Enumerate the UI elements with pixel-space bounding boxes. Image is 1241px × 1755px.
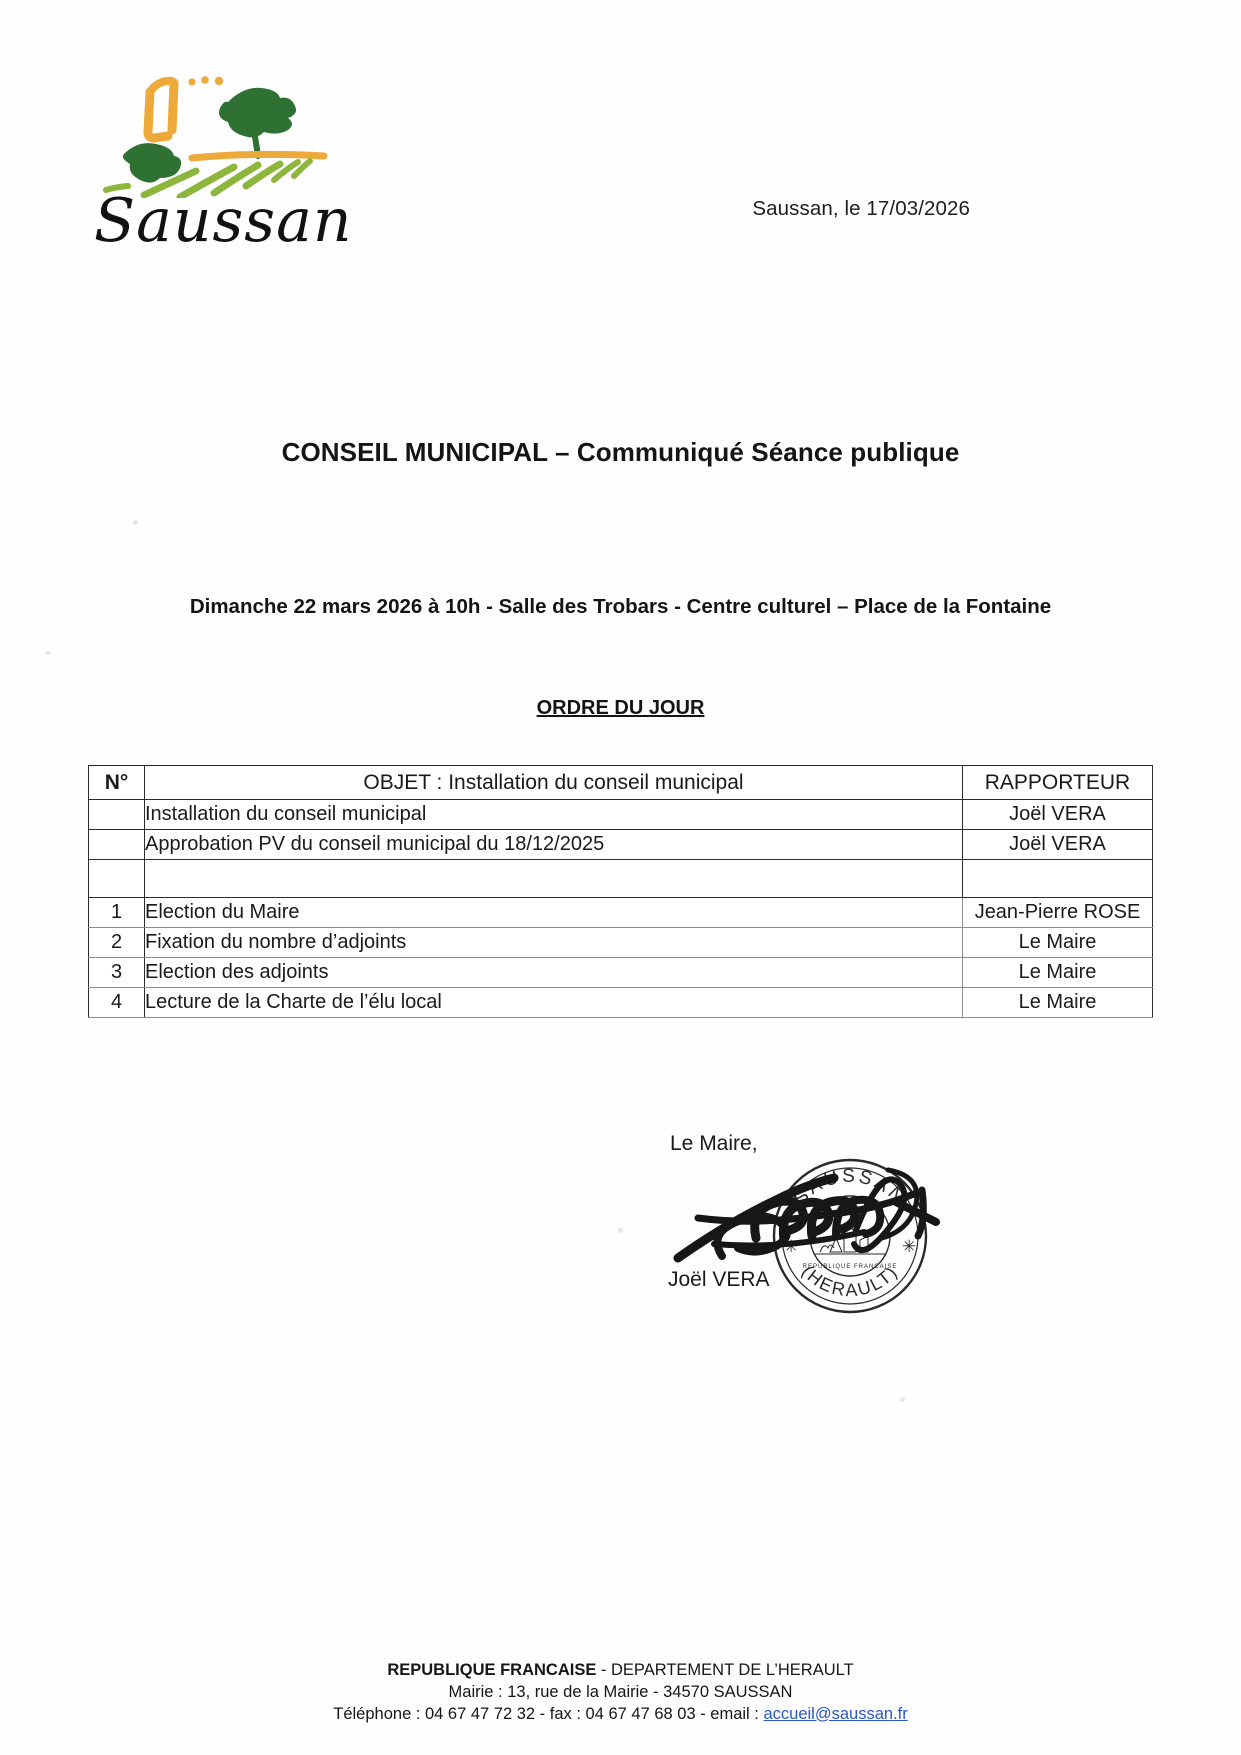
- header-rapporteur: RAPPORTEUR: [963, 766, 1153, 800]
- signature-name: Joël VERA: [668, 1268, 770, 1291]
- row-rapporteur: Joël VERA: [963, 800, 1153, 830]
- signature-block: [660, 1110, 1080, 1310]
- row-no: 4: [89, 988, 145, 1018]
- footer-email-link[interactable]: accueil@saussan.fr: [763, 1704, 908, 1723]
- table-row: [89, 898, 1153, 928]
- scan-speckle: [900, 1397, 905, 1402]
- svg-text:✳: ✳: [784, 1237, 799, 1256]
- header-objet: OBJET : Installation du conseil municipal: [145, 766, 963, 800]
- row-rapporteur: Le Maire: [963, 988, 1153, 1018]
- table-row-empty: [89, 860, 1153, 898]
- row-rapporteur: Jean-Pierre ROSE: [963, 898, 1153, 928]
- footer-republic-label: REPUBLIQUE FRANCAISE: [387, 1661, 597, 1679]
- agenda-heading: ORDRE DU JOUR: [536, 697, 705, 719]
- row-objet: [145, 860, 963, 898]
- table-row: [89, 988, 1153, 1018]
- meeting-details: Dimanche 22 mars 2026 à 10h - Salle des Trobars - Centre culturel – Place de la Fontaine: [189, 595, 1052, 618]
- footer-line-3: [0, 1704, 1241, 1726]
- row-rapporteur: Le Maire: [963, 928, 1153, 958]
- page-title: CONSEIL MUNICIPAL – Communiqué Séance publique: [281, 437, 960, 467]
- row-no: [89, 860, 145, 898]
- document-date: Saussan, le 17/03/2026: [752, 197, 970, 220]
- table-header-row: [89, 766, 1153, 800]
- header-no: N°: [89, 766, 145, 800]
- table-row: [89, 958, 1153, 988]
- row-objet: Fixation du nombre d’adjoints: [145, 928, 963, 958]
- document-footer: [0, 1660, 1241, 1725]
- logo-wordmark: Saussan: [94, 186, 353, 256]
- row-objet: Lecture de la Charte de l’élu local: [145, 988, 963, 1018]
- row-objet: Election du Maire: [145, 898, 963, 928]
- scan-speckle: [45, 651, 51, 655]
- table-row: [89, 928, 1153, 958]
- svg-text:SAUSSAN: SAUSSAN: [789, 1166, 911, 1210]
- row-rapporteur: [963, 860, 1153, 898]
- row-rapporteur: Le Maire: [963, 958, 1153, 988]
- footer-contact-prefix: Téléphone : 04 67 47 72 32 - fax : 04 67 47 68 03 - email :: [333, 1704, 764, 1723]
- saussan-logo-icon: [88, 58, 388, 198]
- row-no: [89, 830, 145, 860]
- table-row: [89, 800, 1153, 830]
- row-no: 3: [89, 958, 145, 988]
- row-objet: Approbation PV du conseil municipal du 18/12/2025: [145, 830, 963, 860]
- table-row: [89, 830, 1153, 860]
- svg-text:✳: ✳: [902, 1237, 917, 1256]
- scan-speckle: [618, 1228, 623, 1233]
- svg-text:REPUBLIQUE FRANCAISE: REPUBLIQUE FRANCAISE: [802, 1264, 898, 1270]
- footer-address: Mairie : 13, rue de la Mairie - 34570 SAUSSAN: [448, 1682, 793, 1701]
- footer-department-label: - DEPARTEMENT DE L’HERAULT: [596, 1661, 854, 1679]
- footer-line-1: [0, 1660, 1241, 1682]
- row-no: 2: [89, 928, 145, 958]
- signature-label: Le Maire,: [670, 1132, 758, 1155]
- row-no: [89, 800, 145, 830]
- row-objet: Election des adjoints: [145, 958, 963, 988]
- handwritten-signature: [660, 1110, 960, 1310]
- municipal-logo: [88, 58, 388, 273]
- svg-text:(HERAULT): (HERAULT): [797, 1261, 903, 1301]
- scan-speckle: [133, 520, 138, 525]
- row-no: 1: [89, 898, 145, 928]
- row-objet: Installation du conseil municipal: [145, 800, 963, 830]
- agenda-table: [88, 765, 1153, 1018]
- row-rapporteur: Joël VERA: [963, 830, 1153, 860]
